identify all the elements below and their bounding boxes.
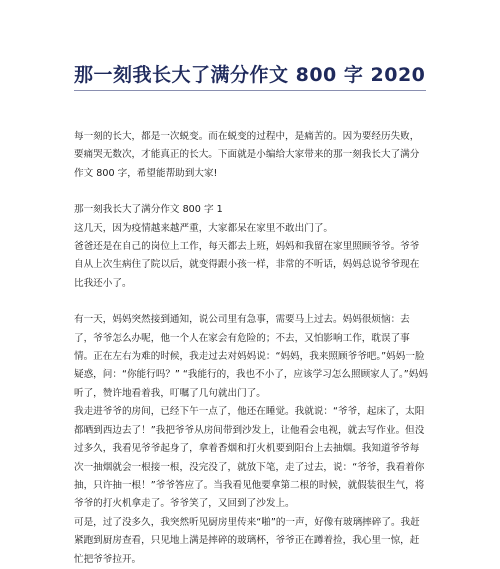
essay-paragraph: 有一天，妈妈突然接到通知，说公司里有急事，需要马上过去。妈妈很烦恼：去了，爷爷怎么办呢，他一个人在家会有危险的；不去，又怕影响工作，耽误了事情。正在左右为难的时候，我走过去对妈妈说：“妈妈，我来照顾爷爷吧。”妈妈一脸疑惑，问：“你能行吗？” “我能行的，我也不小了，应该学习怎么照顾家人了。”妈妈听了，赞许地看着我，叮嘱了几句就出门了。 <box>74 314 428 399</box>
essay-paragraph: 爸爸还是在自己的岗位上工作，每天都去上班，妈妈和我留在家里照顾爷爷。爷爷自从上次生病住了院以后，就变得跟小孩一样，非常的不听话，妈妈总说爷爷现在比我还小了。 <box>74 241 420 289</box>
essay-paragraph: 可是，过了没多久，我突然听见厨房里传来“啪”的一声，好像有玻璃摔碎了。我赶紧跑到厨房查看，只见地上满是摔碎的玻璃杯，爷爷正在蹲着捡，我心里一惊，赶忙把爷爷拉开。 <box>74 516 420 565</box>
essay-heading: 那一刻我长大了满分作文 800 字 1 <box>74 204 223 216</box>
essay-paragraph: 这几天，因为疫情越来越严重，大家都呆在家里不敢出门了。 <box>74 222 334 234</box>
title-divider <box>74 90 426 91</box>
essay-paragraph: 我走进爷爷的房间，已经下午一点了，他还在睡觉。我就说：“爷爷，起床了，太阳都晒到西边去了！”我把爷爷从房间带到沙发上，让他看会电视，就去写作业。但没过多久，我看见爷爷起身了，拿着香烟和打火机要到阳台上去抽烟。我知道爷爷每次一抽烟就会一根接一根，没完没了，就放下笔，走了过去，说：“爷爷，我看着你抽，只许抽一根！”爷爷答应了。当我看见他要拿第二根的时候，就假装很生气，将爷爷的打火机拿走了。爷爷笑了，又回到了沙发上。 <box>74 406 425 510</box>
article-body <box>74 128 428 569</box>
intro-paragraph: 每一刻的长大，都是一次蜕变。而在蜕变的过程中，是痛苦的。因为要经历失败，要痛哭无数次，才能真正的长大。下面就是小编给大家带来的那一刻我长大了满分作文 800 字，希望能帮助到大家! <box>74 131 420 179</box>
article-title: 那一刻我长大了满分作文 800 字 2020 <box>74 64 426 86</box>
